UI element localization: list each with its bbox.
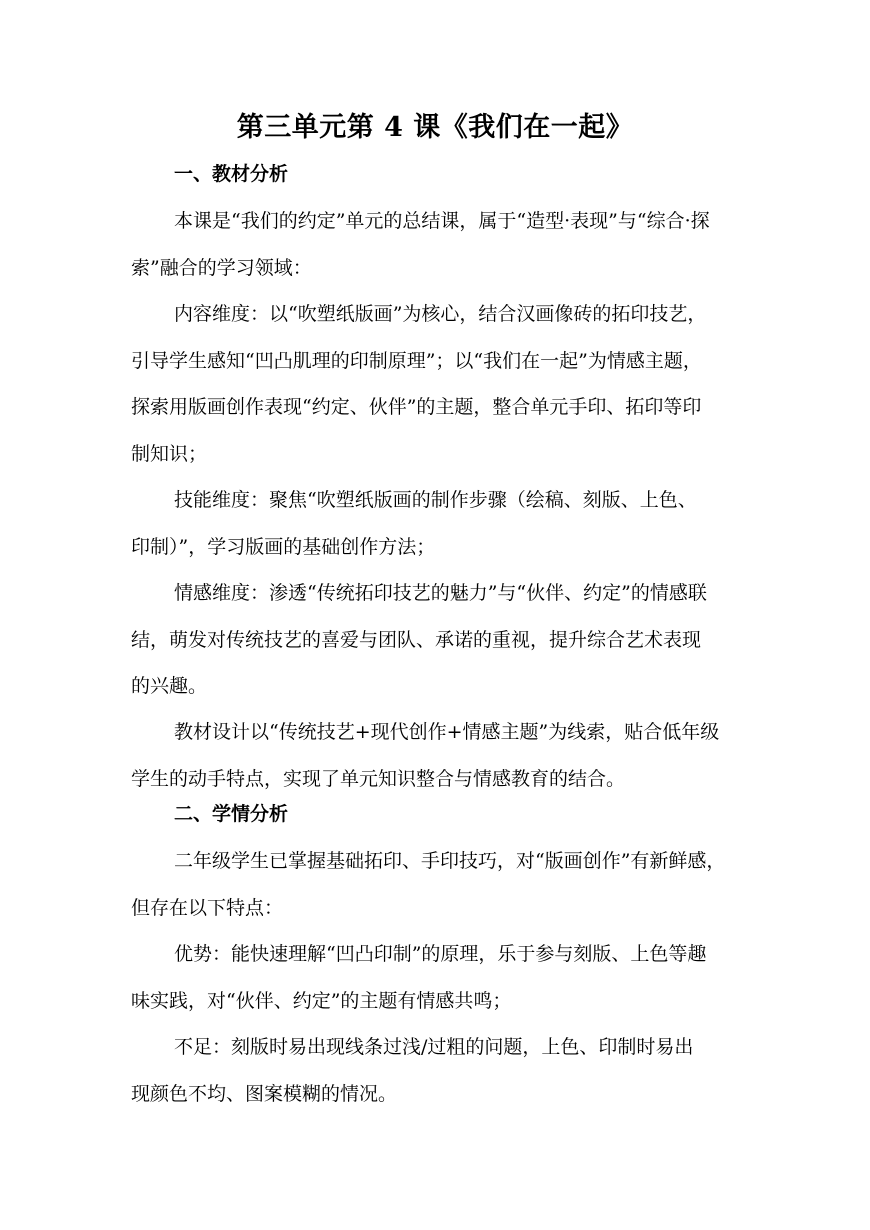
paragraph-content-dimension bbox=[131, 291, 743, 477]
text-line: 但存在以下特点： bbox=[131, 896, 284, 919]
text-line: 优势：能快速理解“凹凸印制”的原理，乐于参与刻版、上色等趣 bbox=[174, 943, 707, 965]
paragraph-weaknesses bbox=[131, 1024, 743, 1117]
text-line: 技能维度：聚焦“吹塑纸版画的制作步骤（绘稿、刻版、上色、 bbox=[174, 489, 697, 511]
section-heading-textbook-analysis: 一、教材分析 bbox=[174, 163, 289, 185]
text-line: 的兴趣。 bbox=[131, 675, 208, 697]
paragraph-student-overview bbox=[131, 838, 743, 931]
text-line: 情感维度：渗透“传统拓印技艺的魅力”与“伙伴、约定”的情感联 bbox=[174, 582, 707, 604]
document-title: 第三单元第 4 课《我们在一起》 bbox=[236, 112, 634, 143]
paragraph-strengths bbox=[131, 931, 743, 1024]
text-line: 现颜色不均、图案模糊的情况。 bbox=[131, 1082, 398, 1105]
text-line: 本课是“我们的约定”单元的总结课，属于“造型·表现”与“综合·探 bbox=[174, 210, 710, 232]
text-line: 二年级学生已掌握基础拓印、手印技巧，对“版画创作”有新鲜感， bbox=[174, 850, 726, 872]
text-line: 结，萌发对传统技艺的喜爱与团队、承诺的重视，提升综合艺术表现 bbox=[131, 628, 702, 651]
text-line: 索”融合的学习领域： bbox=[131, 256, 312, 279]
text-line: 印制）”，学习版画的基础创作方法； bbox=[131, 535, 436, 558]
paragraph-emotion-dimension bbox=[131, 570, 743, 710]
text-line: 教材设计以“传统技艺+现代创作+情感主题”为线索，贴合低年级 bbox=[174, 721, 720, 743]
text-line: 不足：刻版时易出现线条过浅/过粗的问题，上色、印制时易出 bbox=[174, 1036, 694, 1058]
text-line: 味实践，对“伙伴、约定”的主题有情感共鸣； bbox=[131, 989, 512, 1012]
text-line: 探索用版画创作表现“约定、伙伴”的主题，整合单元手印、拓印等印 bbox=[131, 396, 702, 418]
section-heading-student-analysis: 二、学情分析 bbox=[174, 803, 289, 825]
paragraph-skill-dimension bbox=[131, 477, 743, 570]
text-line: 学生的动手特点，实现了单元知识整合与情感教育的结合。 bbox=[131, 767, 626, 790]
paragraph-lesson-overview bbox=[131, 198, 743, 291]
text-line: 制知识； bbox=[131, 442, 208, 465]
paragraph-textbook-design bbox=[131, 709, 743, 802]
text-line: 内容维度：以“吹塑纸版画”为核心，结合汉画像砖的拓印技艺， bbox=[174, 303, 707, 325]
text-line: 引导学生感知“凹凸肌理的印制原理”；以“我们在一起”为情感主题， bbox=[131, 349, 702, 372]
